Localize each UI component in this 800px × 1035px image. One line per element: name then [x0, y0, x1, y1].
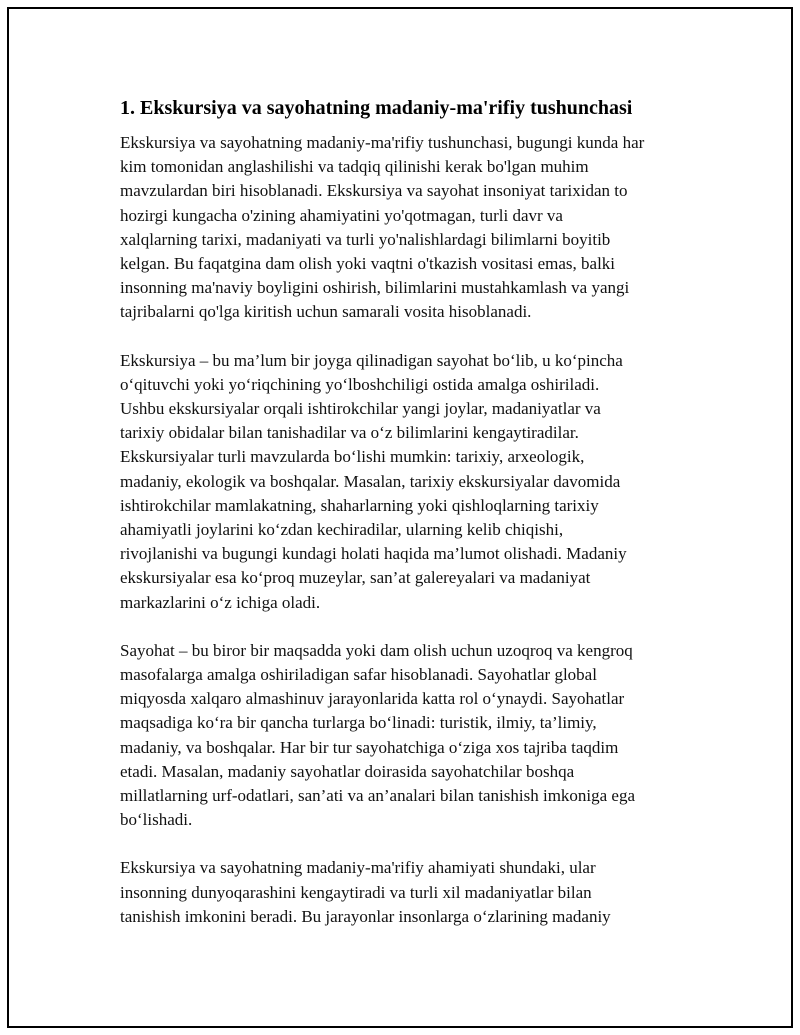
text-line: madaniy, va boshqalar. Har bir tur sayohatchiga o‘ziga xos tajriba taqdim [120, 737, 619, 757]
text-line: Sayohat – bu biror bir maqsadda yoki dam olish uchun uzoqroq va kengroq [120, 640, 633, 660]
text-line: mavzulardan biri hisoblanadi. Ekskursiya va sayohat insoniyat tarixidan to [120, 181, 628, 201]
page-frame [7, 7, 793, 1028]
text-line: tanishish imkonini beradi. Bu jarayonlar insonlarga o‘zlarining madaniy [120, 906, 611, 926]
text-line: kelgan. Bu faqatgina dam olish yoki vaqtni o'tkazish vositasi emas, balki [120, 254, 616, 274]
paragraph [120, 349, 695, 615]
text-line: bo‘lishadi. [120, 810, 193, 830]
text-line: ahamiyatli joylarini ko‘zdan kechiradilar, ularning kelib chiqishi, [120, 520, 564, 540]
text-line: maqsadiga ko‘ra bir qancha turlarga bo‘linadi: turistik, ilmiy, ta’limiy, [120, 713, 597, 733]
text-line: kim tomonidan anglashilishi va tadqiq qilinishi kerak bo'lgan muhim [120, 157, 589, 177]
text-line: insonning dunyoqarashini kengaytiradi va turli xil madaniyatlar bilan [120, 882, 592, 902]
text-line: etadi. Masalan, madaniy sayohatlar doirasida sayohatchilar boshqa [120, 761, 575, 781]
text-line: o‘qituvchi yoki yo‘riqchining yo‘lboshchiligi ostida amalga oshiriladi. [120, 374, 600, 394]
text-line: ekskursiyalar esa ko‘proq muzeylar, san’at galereyalari va madaniyat [120, 568, 591, 588]
text-line: Ekskursiya – bu ma’lum bir joyga qilinadigan sayohat bo‘lib, u ko‘pincha [120, 350, 623, 370]
text-line: Ushbu ekskursiyalar orqali ishtirokchilar yangi joylar, madaniyatlar va [120, 399, 601, 419]
text-line: miqyosda xalqaro almashinuv jarayonlarida katta rol o‘ynaydi. Sayohatlar [120, 689, 625, 709]
paragraph [120, 639, 695, 833]
text-line: hozirgi kungacha o'zining ahamiyatini yo'qotmagan, turli davr va [120, 205, 563, 225]
text-line: millatlarning urf-odatlari, san’ati va an’analari bilan tanishish imkoniga ega [120, 786, 636, 806]
text-line: insonning ma'naviy boyligini oshirish, bilimlarini mustahkamlash va yangi [120, 278, 630, 298]
text-line: rivojlanishi va bugungi kundagi holati haqida ma’lumot olishadi. Madaniy [120, 544, 627, 564]
text-line: ishtirokchilar mamlakatning, shaharlarning yoki qishloqlarning tarixiy [120, 495, 599, 515]
paragraph [120, 131, 695, 325]
text-line: xalqlarning tarixi, madaniyati va turli yo'nalishlardagi bilimlarni boyitib [120, 229, 611, 249]
text-line: Ekskursiyalar turli mavzularda bo‘lishi mumkin: tarixiy, arxeologik, [120, 447, 585, 467]
section-heading: 1. Ekskursiya va sayohatning madaniy-ma'rifiy tushunchasi [120, 97, 633, 119]
text-line: tajribalarni qo'lga kiritish uchun samarali vosita hisoblanadi. [120, 302, 532, 322]
text-line: Ekskursiya va sayohatning madaniy-ma'rifiy ahamiyati shundaki, ular [120, 858, 596, 878]
text-line: madaniy, ekologik va boshqalar. Masalan, tarixiy ekskursiyalar davomida [120, 471, 621, 491]
text-line: masofalarga amalga oshiriladigan safar hisoblanadi. Sayohatlar global [120, 665, 597, 685]
paragraph-list [120, 131, 695, 929]
document-body [120, 95, 695, 953]
text-line: Ekskursiya va sayohatning madaniy-ma'rifiy tushunchasi, bugungi kunda har [120, 133, 645, 152]
paragraph [120, 856, 695, 929]
text-line: tarixiy obidalar bilan tanishadilar va o‘z bilimlarini kengaytiradilar. [120, 423, 579, 443]
text-line: markazlarini o‘z ichiga oladi. [120, 592, 321, 612]
